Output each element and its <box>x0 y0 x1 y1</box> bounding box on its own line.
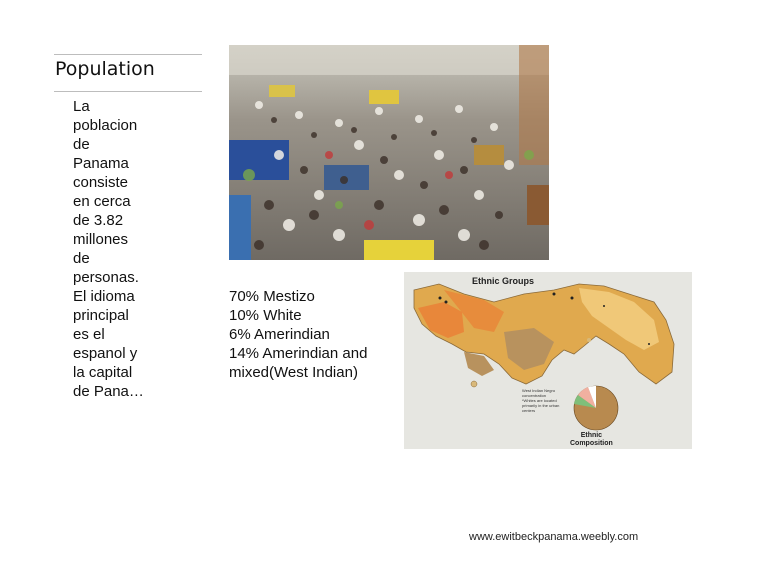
title-divider-top <box>54 54 202 55</box>
body-line: poblacion <box>73 117 138 134</box>
slide-title: Population <box>55 58 155 80</box>
pie-caption-line: Ethnic <box>580 432 603 439</box>
body-text <box>73 97 173 401</box>
body-line: de <box>73 250 90 267</box>
body-line: espanol y <box>73 345 138 362</box>
body-line: millones <box>73 231 129 248</box>
body-line: de <box>73 136 90 153</box>
body-line: de 3.82 <box>73 212 124 229</box>
body-line: es el <box>73 326 105 343</box>
legend-line: West Indian Negro concentration <box>522 388 556 398</box>
legend-line: *Whites are located primarily in the urban centers <box>522 398 560 413</box>
title-divider-bottom <box>54 91 202 92</box>
stat-line: 6% Amerindian <box>229 326 330 343</box>
stat-line: 10% White <box>229 307 302 324</box>
body-line: personas. <box>73 269 139 286</box>
body-line: Panama <box>73 155 129 172</box>
pie-caption <box>570 432 613 448</box>
body-line: El idioma <box>73 288 135 305</box>
ethnic-stats <box>229 287 367 382</box>
map-title: Ethnic Groups <box>472 276 535 286</box>
panama-map-illustration <box>404 272 692 449</box>
body-line: principal <box>73 307 129 324</box>
body-line: de Pana… <box>73 383 144 400</box>
stat-line: mixed(West Indian) <box>229 364 358 381</box>
body-line: consiste <box>73 174 129 191</box>
body-line: la capital <box>73 364 133 381</box>
body-line: La <box>73 98 90 115</box>
crowd-photo <box>229 45 549 260</box>
crowd-photo-illustration <box>229 45 549 260</box>
footer-url: www.ewitbeckpanama.weebly.com <box>469 531 639 543</box>
body-line: en cerca <box>73 193 131 210</box>
stat-line: 14% Amerindian and <box>229 345 368 362</box>
ethnic-groups-map <box>404 272 692 449</box>
pie-caption-line: Composition <box>570 440 613 447</box>
stat-line: 70% Mestizo <box>229 288 315 305</box>
map-legend <box>522 388 572 413</box>
